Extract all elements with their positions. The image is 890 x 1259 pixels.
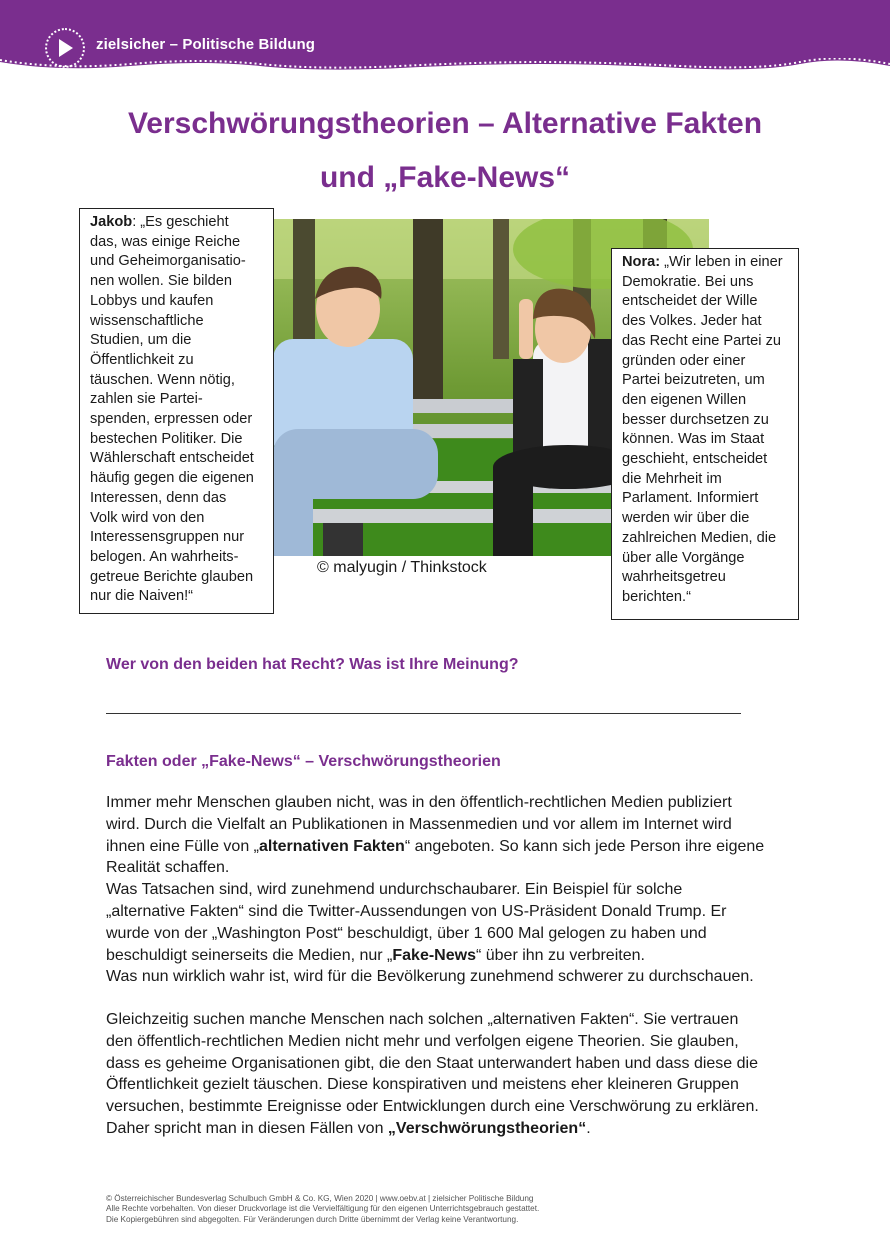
text-line: Was nun wirklich wahr ist, wird für die Bevölkerung zunehmend schwerer zu durchschauen. (106, 968, 754, 986)
quote-line: Interessen, denn das (90, 489, 227, 506)
brand-name: zielsicher – Politische Bildung (96, 36, 315, 53)
text-line: Öffentlichkeit gezielt täuschen. Diese konspirativen und meistens eher kleineren Gruppen (106, 1076, 739, 1094)
quote-line: Demokratie. Bei uns (622, 273, 754, 290)
quote-line: können. Was im Staat (622, 431, 765, 448)
section-heading: Fakten oder „Fake-News“ – Verschwörungstheorien (106, 753, 501, 770)
quote-line: werden wir über die (622, 510, 750, 527)
bold-term: alternativen Fakten (258, 837, 405, 855)
quote-line: zahlreichen Medien, die (622, 529, 777, 546)
paragraph-1 (106, 792, 796, 988)
quote-line: : „Es geschieht (132, 214, 229, 230)
quote-line: Studien, um die (90, 332, 192, 349)
nora-name: Nora: (622, 254, 661, 270)
text-line: „alternative Fakten“ sind die Twitter-Aussendungen von US-Präsident Donald Trump. Er (106, 902, 727, 920)
nora-quote-box (611, 248, 799, 620)
text-line: beschuldigt seinerseits die Medien, nur „Fake-News“ über ihn zu verbreiten. (106, 946, 645, 964)
quote-line: und Geheimorganisatio- (90, 253, 246, 270)
quote-line: über alle Vorgänge (622, 549, 745, 566)
quote-line: Volk wird von den (90, 509, 205, 526)
header-banner (0, 0, 890, 78)
text-line: Daher spricht man in diesen Fällen von „Verschwörungstheorien“. (106, 1119, 591, 1137)
bold-term: „Verschwörungstheorien“ (387, 1119, 587, 1137)
page-title-line-2: und „Fake-News“ (319, 161, 571, 194)
quote-line: Parlament. Informiert (622, 490, 759, 507)
quote-line: spenden, erpressen oder (90, 411, 253, 428)
quote-line: Partei beizutreten, um (622, 372, 765, 389)
quote-line: Interessensgruppen nur (90, 529, 245, 546)
text-line: Gleichzeitig suchen manche Menschen nach solchen „alternativen Fakten“. Sie vertrauen (106, 1011, 739, 1028)
quote-line: täuschen. Wenn nötig, (90, 371, 235, 388)
footer-line: © Österreichischer Bundesverlag Schulbuch GmbH & Co. KG, Wien 2020 | www.oebv.at | zielsicher Politische Bildung (106, 1194, 534, 1203)
text-line: Was Tatsachen sind, wird zunehmend undurchschaubarer. Ein Beispiel für solche (106, 881, 683, 899)
quote-line: getreue Berichte glauben (90, 568, 254, 585)
quote-line: berichten.“ (622, 588, 691, 605)
quote-line: das Recht eine Partei zu (622, 332, 781, 349)
play-logo-icon (45, 28, 85, 68)
text-line: ihnen eine Fülle von „alternativen Fakten“ angeboten. So kann sich jede Person ihre eigene (106, 837, 765, 855)
quote-line: des Volkes. Jeder hat (622, 313, 762, 330)
answer-line[interactable] (106, 713, 741, 714)
quote-line: Lobbys und kaufen (90, 292, 214, 309)
text-line: dass es geheime Organisationen gibt, die den Staat unterwandert haben und dass diese die (106, 1054, 758, 1072)
quote-line: gründen oder einer (622, 352, 746, 369)
quote-line: entscheidet der Wille (622, 293, 758, 310)
jakob-name: Jakob (90, 214, 133, 230)
quote-line: belogen. An wahrheits- (90, 548, 239, 565)
bold-term: Fake-News (392, 946, 476, 964)
quote-line: häufig gegen die eigenen (90, 470, 254, 487)
copyright-footer (106, 1194, 539, 1225)
footer-line: Alle Rechte vorbehalten. Von dieser Druckvorlage ist die Vervielfältigung für den eigenen Unterrichtsgebrauch gestattet. (106, 1204, 540, 1214)
quote-line: besser durchsetzen zu (622, 411, 769, 428)
quote-line: das, was einige Reiche (90, 233, 241, 250)
quote-line: den eigenen Willen (622, 391, 747, 408)
text-line: versuchen, bestimmte Ereignisse oder Entwicklungen durch eine Verschwörung zu erklären. (106, 1098, 759, 1116)
paragraph-2 (106, 1009, 796, 1140)
quote-line: Öffentlichkeit zu (90, 351, 194, 368)
banner-wave (0, 58, 890, 82)
text-line: wurde von der „Washington Post“ beschuldigt, über 1 600 Mal gelogen zu haben und (106, 924, 707, 942)
photo-caption: © malyugin / Thinkstock (317, 559, 487, 576)
quote-line: nen wollen. Sie bilden (90, 273, 232, 290)
quote-line: zahlen sie Partei- (90, 391, 203, 408)
page-title-line-1: Verschwörungstheorien – Alternative Fakten (127, 107, 763, 140)
quote-line: Wählerschaft entscheidet (90, 450, 254, 467)
quote-line: „Wir leben in einer (660, 254, 783, 270)
discussion-question: Wer von den beiden hat Recht? Was ist Ihre Meinung? (106, 656, 519, 673)
quote-line: bestechen Politiker. Die (90, 430, 243, 447)
quote-line: wissenschaftliche (90, 312, 204, 329)
text-line: den öffentlich-rechtlichen Medien nicht mehr und verfolgen eigene Theorien. Sie glauben, (106, 1032, 739, 1050)
quote-line: nur die Naiven!“ (90, 588, 194, 605)
quote-line: wahrheitsgetreu (622, 569, 726, 586)
footer-line: Die Kopiergebühren sind abgegolten. Für Veränderungen durch Dritte übernimmt der Verlag keine Verantwortung. (106, 1214, 519, 1224)
quote-line: die Mehrheit im (622, 470, 722, 487)
text-line: Immer mehr Menschen glauben nicht, was in den öffentlich-rechtlichen Medien publiziert (106, 794, 732, 811)
text-line: Realität schaffen. (106, 859, 230, 877)
text-line: wird. Durch die Vielfalt an Publikationen in Massenmedien und vor allem im Internet wird (106, 815, 732, 833)
quote-line: geschieht, entscheidet (622, 451, 768, 468)
jakob-quote-box (79, 208, 274, 614)
